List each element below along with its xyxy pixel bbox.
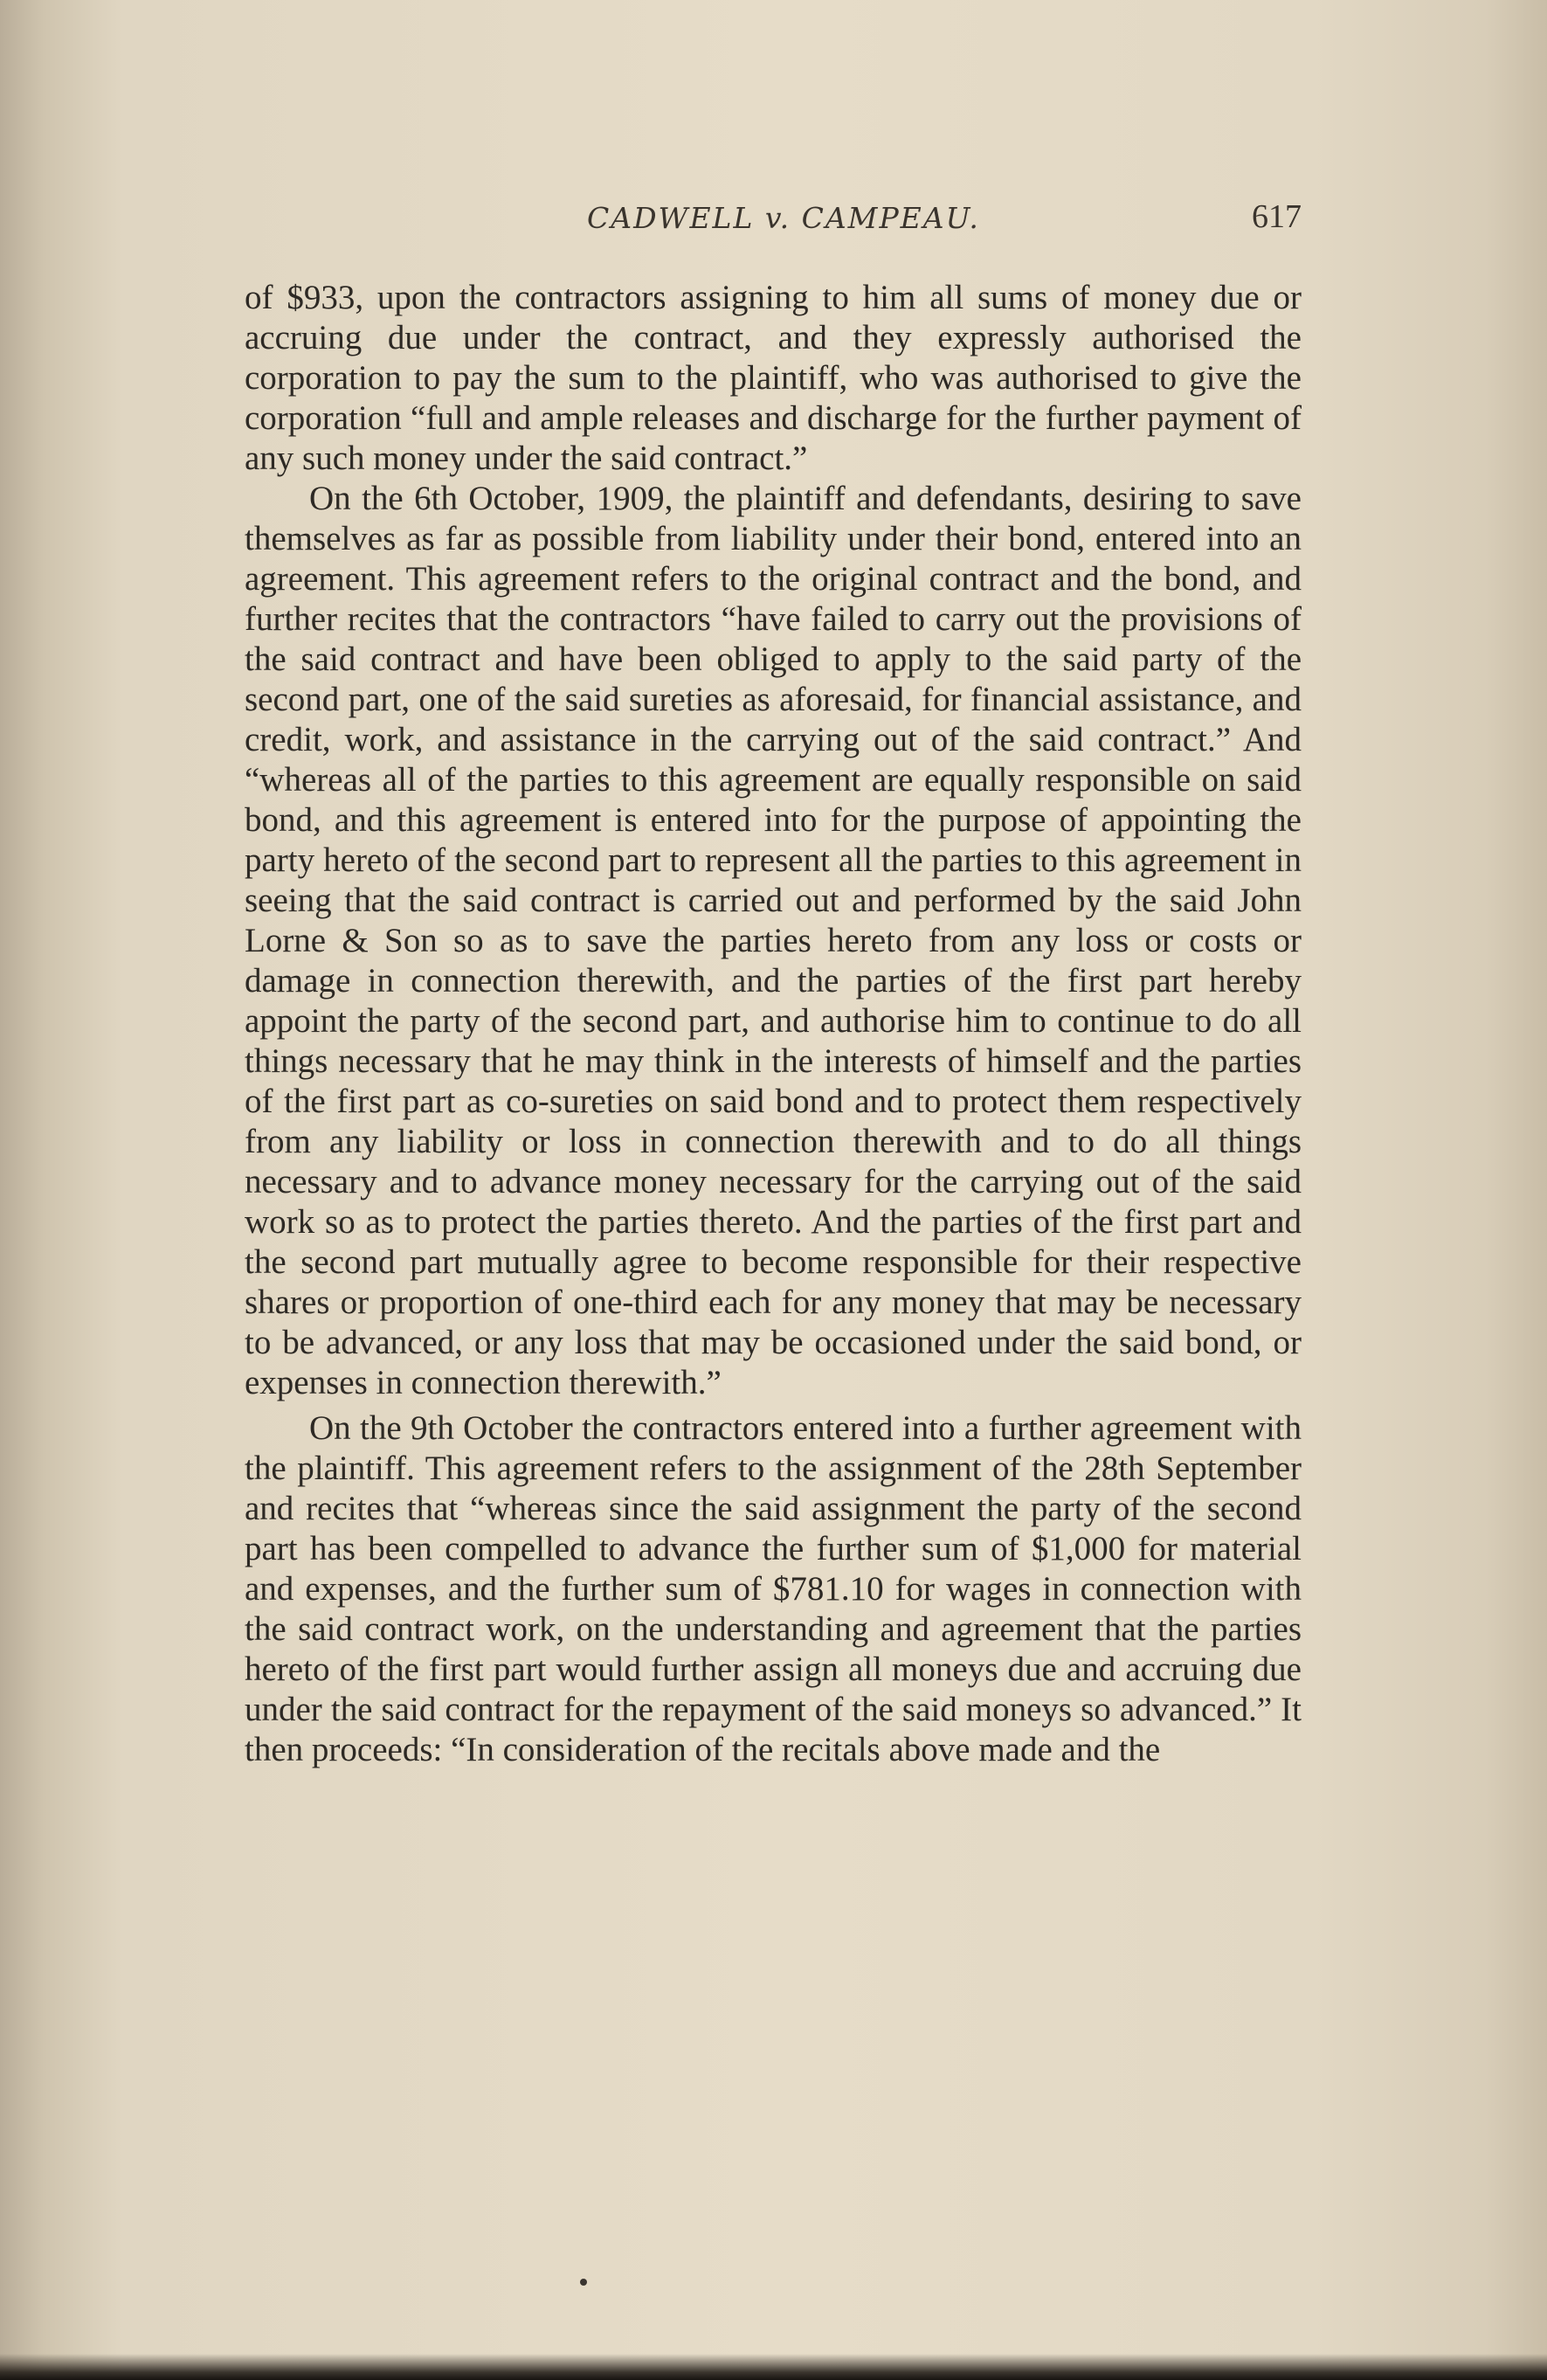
paragraph-continued: of $933, upon the contractors assigning to him all sums of money due or accruing due under the contract, and they expressly authorised the corporation to pay the sum to the plaintiff, who was authorised to give the corporation “full and ample releases and discharge for the further payment of any such money under the said contract.” xyxy=(245,279,1302,477)
paragraph-agreement-9th-october: On the 9th October the contractors entered into a further agreement with the plaintiff. This agreement refers to the assignment of the 28th September and recites that “whereas since the said assignment the party of the second part has been compelled to advance the further sum of $1,000 for material and expenses, and the further sum of $781.10 for wages in connection with the said contract work, on the understanding and agreement that the parties hereto of the first part would further assign all moneys due and accruing due under the said contract for the repayment of the said moneys so advanced.” It then proceeds: “In consideration of the recitals above made and the xyxy=(245,1409,1302,1768)
page-bottom-edge xyxy=(0,2354,1547,2380)
body-text xyxy=(245,278,1302,1770)
page-number: 617 xyxy=(1252,198,1302,235)
running-head xyxy=(245,196,1302,245)
ink-speck xyxy=(580,2279,587,2286)
paragraph-agreement-6th-october: On the 6th October, 1909, the plaintiff and defendants, desiring to save themselves as far as possible from liability under their bond, entered into an agreement. This agreement refers to the original contract and the bond, and further recites that the contractors “have failed to carry out the provisions of the said contract and have been obliged to apply to the said party of the second part, one of the said sureties as aforesaid, for financial assistance, and credit, work, and assistance in the carrying out of the said contract.” And “whereas all of the parties to this agreement are equally responsible on said bond, and this agreement is entered into for the purpose of appointing the party hereto of the second part to represent all the parties to this agreement in seeing that the said contract is carried out and performed by the said John Lorne & Son so as to save the parties hereto from any loss or costs or damage in connection therewith, and the parties of the first part hereby appoint the party of the second part, and authorise him to continue to do all things necessary that he may think in the interests of himself and the parties of the first part as co-sureties on said bond and to protect them respectively from any liability or loss in connection therewith and to do all things necessary and to advance money necessary for the carrying out of the said work so as to protect the parties thereto. And the parties of the first part and the second part mutually agree to become responsible for their respective shares or proportion of one-third each for any money that may be necessary to be advanced, or any loss that may be occasioned under the said bond, or expenses in connection therewith.” xyxy=(245,480,1302,1401)
running-title: CADWELL v. CAMPEAU. xyxy=(587,201,980,235)
